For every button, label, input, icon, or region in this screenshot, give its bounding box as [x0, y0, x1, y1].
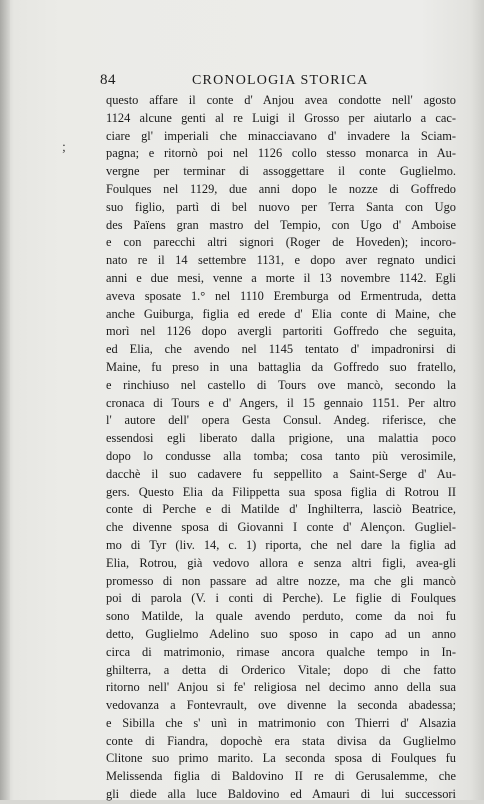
text-line: anni e due mesi, venne a morte il 13 novembre 1142. Egli: [106, 270, 456, 285]
text-line: gers. Questo Elia da Filippetta sua sposa figlia di Rotrou II: [106, 484, 456, 499]
text-line: detto, Guglielmo Adelino suo sposo in capo ad un anno: [106, 626, 456, 641]
page-number: 84: [100, 72, 116, 88]
text-line: e Sibilla che s' unì in matrimonio con Thierri d' Alsazia: [106, 715, 456, 730]
text-line: morì nel 1126 dopo avergli partoriti Goffredo che seguita,: [106, 324, 456, 339]
text-line: aveva sposate 1.° nel 1110 Eremburga od Ermentruda, detta: [106, 288, 456, 303]
page-header: [100, 72, 460, 92]
page-spine-shadow: [0, 0, 10, 800]
text-line: mo di Tyr (liv. 14, c. 1) riporta, che nel dare la figlia ad: [106, 537, 456, 552]
text-line: Melissenda figlia di Baldovino II re di Gerusalemme, che: [106, 769, 456, 784]
text-line: des Païens gran mastro del Tempio, con Ugo d' Amboise: [106, 217, 456, 232]
text-line: ciare gl' imperiali che minacciavano d' invadere la Sciam-: [106, 128, 456, 143]
text-line: 1124 alcune genti al re Luigi il Grosso per aiutarlo a cac-: [106, 110, 456, 125]
text-line: ritorno nell' Anjou si fe' religiosa nel decimo anno della sua: [106, 680, 456, 695]
text-line: conte di Perche e di Matilde d' Inghilterra, lasciò Beatrice,: [106, 502, 456, 517]
text-line: sono Matilde, la quale avendo perduto, come da noi fu: [106, 609, 456, 624]
text-line: dacchè il suo cadavere fu seppellito a Saint-Serge d' Au-: [106, 466, 456, 481]
text-line: pagna; e ritornò poi nel 1126 collo stesso monarca in Au-: [106, 146, 456, 161]
text-line: vergne per terminar di assoggettare il conte Guglielmo.: [106, 164, 456, 179]
text-line: questo affare il conte d' Anjou avea condotte nell' agosto: [106, 93, 456, 107]
margin-mark: ;: [62, 140, 66, 155]
text-line: nato re il 14 settembre 1131, e dopo aver regnato undici: [106, 253, 456, 268]
text-line: e rinchiuso nel castello di Tours ove mancò, secondo la: [106, 377, 456, 392]
text-line: ed Elia, che avendo nel 1145 tentato d' impadronirsi di: [106, 342, 456, 357]
text-line: Maine, fu preso in una battaglia da Goffredo suo fratello,: [106, 359, 456, 374]
text-line: ghilterra, a detta di Orderico Vitale; dopo di che fatto: [106, 662, 456, 677]
text-line: circa di matrimonio, rimase ancora qualche tempo in In-: [106, 644, 456, 659]
running-title: CRONOLOGIA STORICA: [192, 73, 369, 88]
text-line: poi di parola (V. i conti di Perche). Le figlie di Foulques: [106, 591, 456, 606]
text-line: cronaca di Tours e d' Angers, il 15 gennaio 1151. Per altro: [106, 395, 456, 410]
text-line: anche Guiburga, figlia ed erede d' Elia conte di Maine, che: [106, 306, 456, 321]
text-line: Clitone suo primo marito. La seconda sposa di Foulques fu: [106, 751, 456, 766]
text-line: vedovanza a Fontevrault, ove divenne la seconda abadessa;: [106, 698, 456, 713]
text-line: conte di Fiandra, dopochè era stata divisa da Guglielmo: [106, 733, 456, 748]
text-line: e con parecchi altri signori (Roger de Hoveden); incoro-: [106, 235, 456, 250]
text-line: essendosi egli liberato dalla prigione, una malattia poco: [106, 431, 456, 446]
text-line: promesso di non passare ad altre nozze, ma che gli mancò: [106, 573, 456, 588]
text-line: l' autore dell' opera Gesta Consul. Andeg. riferisce, che: [106, 413, 456, 428]
text-line: Elia, Rotrou, già vedovo allora e senza altri figli, avea-gli: [106, 555, 456, 570]
text-line: suo figlio, partì di bel nuovo per Terra Santa con Ugo: [106, 199, 456, 214]
body-text: [106, 92, 456, 804]
text-line: Foulques nel 1129, due anni dopo le nozze di Goffredo: [106, 181, 456, 196]
text-line: dopo lo condusse alla tomba; cosa tanto più verosimile,: [106, 448, 456, 463]
text-line: gli diede alla luce Baldovino ed Amauri di lui successori: [106, 787, 456, 802]
text-line: che divenne sposa di Giovanni I conte d' Alençon. Gugliel-: [106, 520, 456, 535]
